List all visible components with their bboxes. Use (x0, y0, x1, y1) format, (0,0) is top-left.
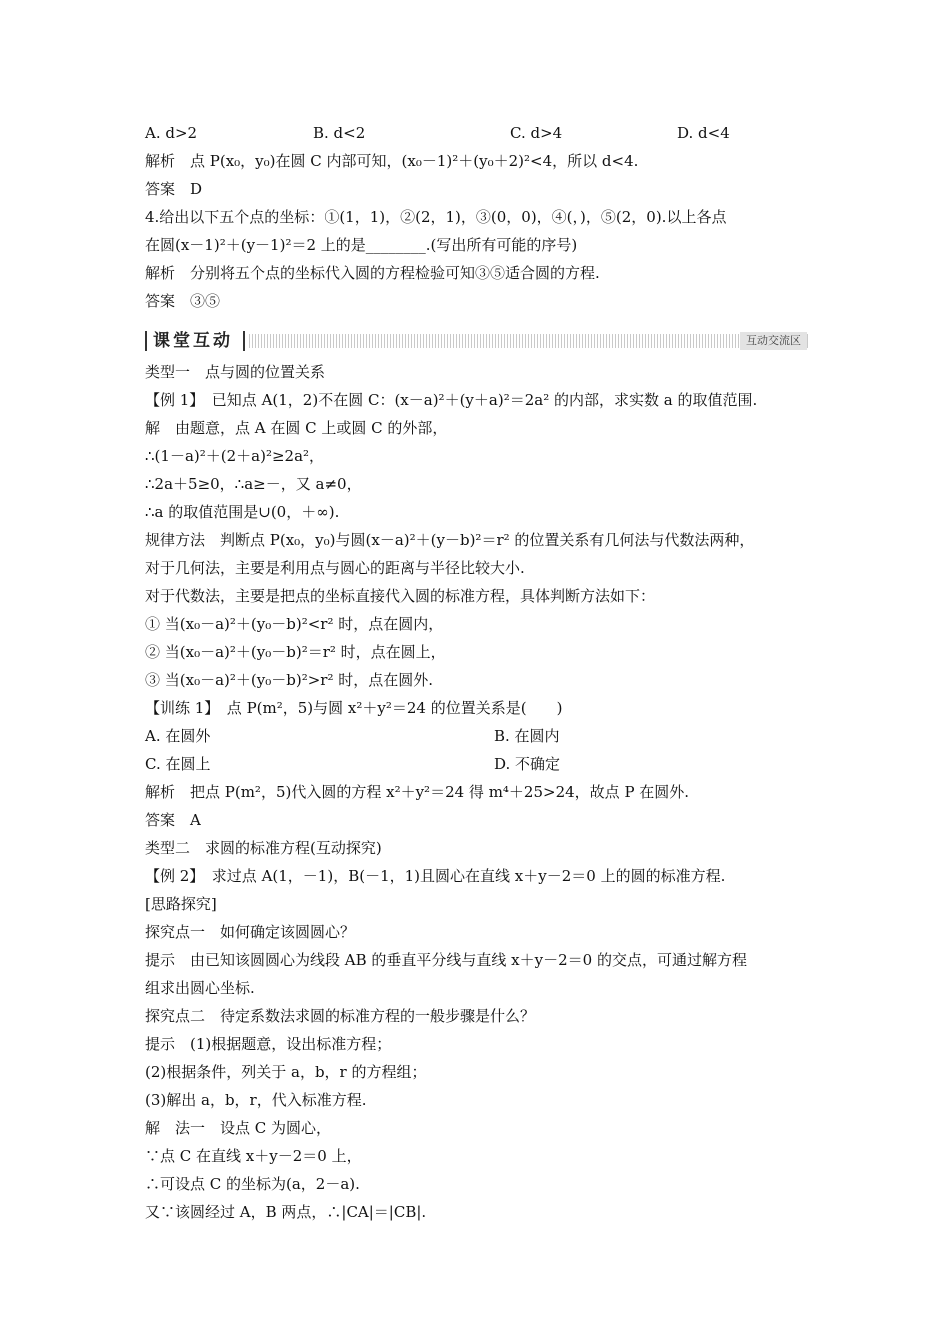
solution-line: ∵点 C 在直线 x＋y－2＝0 上， (145, 1147, 362, 1165)
explore-point: 探究点一 如何确定该圆圆心？ (145, 923, 356, 941)
option-a: A. d>2 (145, 124, 198, 142)
method-line: 对于代数法，主要是把点的坐标直接代入圆的标准方程，具体判断方法如下： (145, 587, 656, 605)
question-4-line-2: 在圆(x－1)²＋(y－1)²＝2 上的是________.(写出所有可能的序号) (145, 236, 578, 254)
banner-divider (243, 331, 245, 351)
method-case: ② 当(x₀－a)²＋(y₀－b)²＝r² 时，点在圆上， (145, 643, 446, 661)
section-title: 课堂互动 (153, 331, 233, 351)
option-d: D. d<4 (677, 124, 730, 142)
hint-line: 组求出圆心坐标. (145, 979, 255, 997)
answer-text: 答案 D (145, 180, 203, 198)
practice-option-d: D. 不确定 (494, 755, 561, 773)
hint-line: (3)解出 a，b，r，代入标准方程. (145, 1091, 367, 1109)
banner-stripe (249, 334, 809, 348)
hint-line: (2)根据条件，列关于 a，b，r 的方程组； (145, 1063, 427, 1081)
hint-line: 提示 (1)根据题意，设出标准方程； (145, 1035, 392, 1053)
solution-line: ∴a 的取值范围是∪(0，＋∞). (145, 503, 340, 521)
analysis-text: 解析 点 P(x₀，y₀)在圆 C 内部可知，(x₀－1)²＋(y₀＋2)²<4，所以 d<4. (145, 152, 639, 170)
method-line: 规律方法 判断点 P(x₀，y₀)与圆(x－a)²＋(y－b)²＝r² 的位置关系有几何法与代数法两种， (145, 531, 755, 549)
section-banner (145, 328, 807, 354)
analysis-text: 解析 把点 P(m²，5)代入圆的方程 x²＋y²＝24 得 m⁴＋25>24，故点 P 在圆外. (145, 783, 690, 801)
practice-option-b: B. 在圆内 (494, 727, 560, 745)
solution-line: 解 法一 设点 C 为圆心， (145, 1119, 332, 1137)
example-2: 【例 2】 求过点 A(1，－1)，B(－1，1)且圆心在直线 x＋y－2＝0 上的圆的标准方程. (145, 867, 726, 885)
solution-line: 又∵该圆经过 A，B 两点，∴|CA|＝|CB|. (145, 1203, 427, 1221)
option-c: C. d>4 (510, 124, 563, 142)
section-tag: 互动交流区 (740, 332, 807, 350)
example-1: 【例 1】 已知点 A(1，2)不在圆 C：(x－a)²＋(y＋a)²＝2a² 的内部，求实数 a 的取值范围. (145, 391, 758, 409)
explore-heading: [思路探究] (145, 895, 217, 913)
type-heading: 类型一 点与圆的位置关系 (145, 363, 326, 381)
answer-text: 答案 ③⑤ (145, 292, 221, 310)
practice-option-c: C. 在圆上 (145, 755, 211, 773)
method-case: ① 当(x₀－a)²＋(y₀－b)²<r² 时，点在圆内， (145, 615, 444, 633)
solution-line: ∴(1－a)²＋(2＋a)²≥2a²， (145, 447, 325, 465)
answer-text: 答案 A (145, 811, 201, 829)
analysis-text: 解析 分别将五个点的坐标代入圆的方程检验可知③⑤适合圆的方程. (145, 264, 600, 282)
type-heading: 类型二 求圆的标准方程(互动探究) (145, 839, 382, 857)
explore-point: 探究点二 待定系数法求圆的标准方程的一般步骤是什么？ (145, 1007, 536, 1025)
practice-1: 【训练 1】 点 P(m²，5)与圆 x²＋y²＝24 的位置关系是( ) (145, 699, 563, 717)
hint-line: 提示 由已知该圆圆心为线段 AB 的垂直平分线与直线 x＋y－2＝0 的交点，可通过解方程 (145, 951, 747, 969)
solution-line: 解 由题意，点 A 在圆 C 上或圆 C 的外部， (145, 419, 448, 437)
method-line: 对于几何法，主要是利用点与圆心的距离与半径比较大小. (145, 559, 525, 577)
question-4-line-1: 4.给出以下五个点的坐标：①(1，1)，②(2，1)，③(0，0)，④(，)，⑤(2，0).以上各点 (145, 208, 727, 226)
practice-option-a: A. 在圆外 (145, 727, 211, 745)
solution-line: ∴2a＋5≥0，∴a≥－，又 a≠0， (145, 475, 362, 493)
banner-divider (145, 331, 147, 351)
option-b: B. d<2 (313, 124, 366, 142)
solution-line: ∴可设点 C 的坐标为(a，2－a). (145, 1175, 360, 1193)
method-case: ③ 当(x₀－a)²＋(y₀－b)²>r² 时，点在圆外. (145, 671, 433, 689)
